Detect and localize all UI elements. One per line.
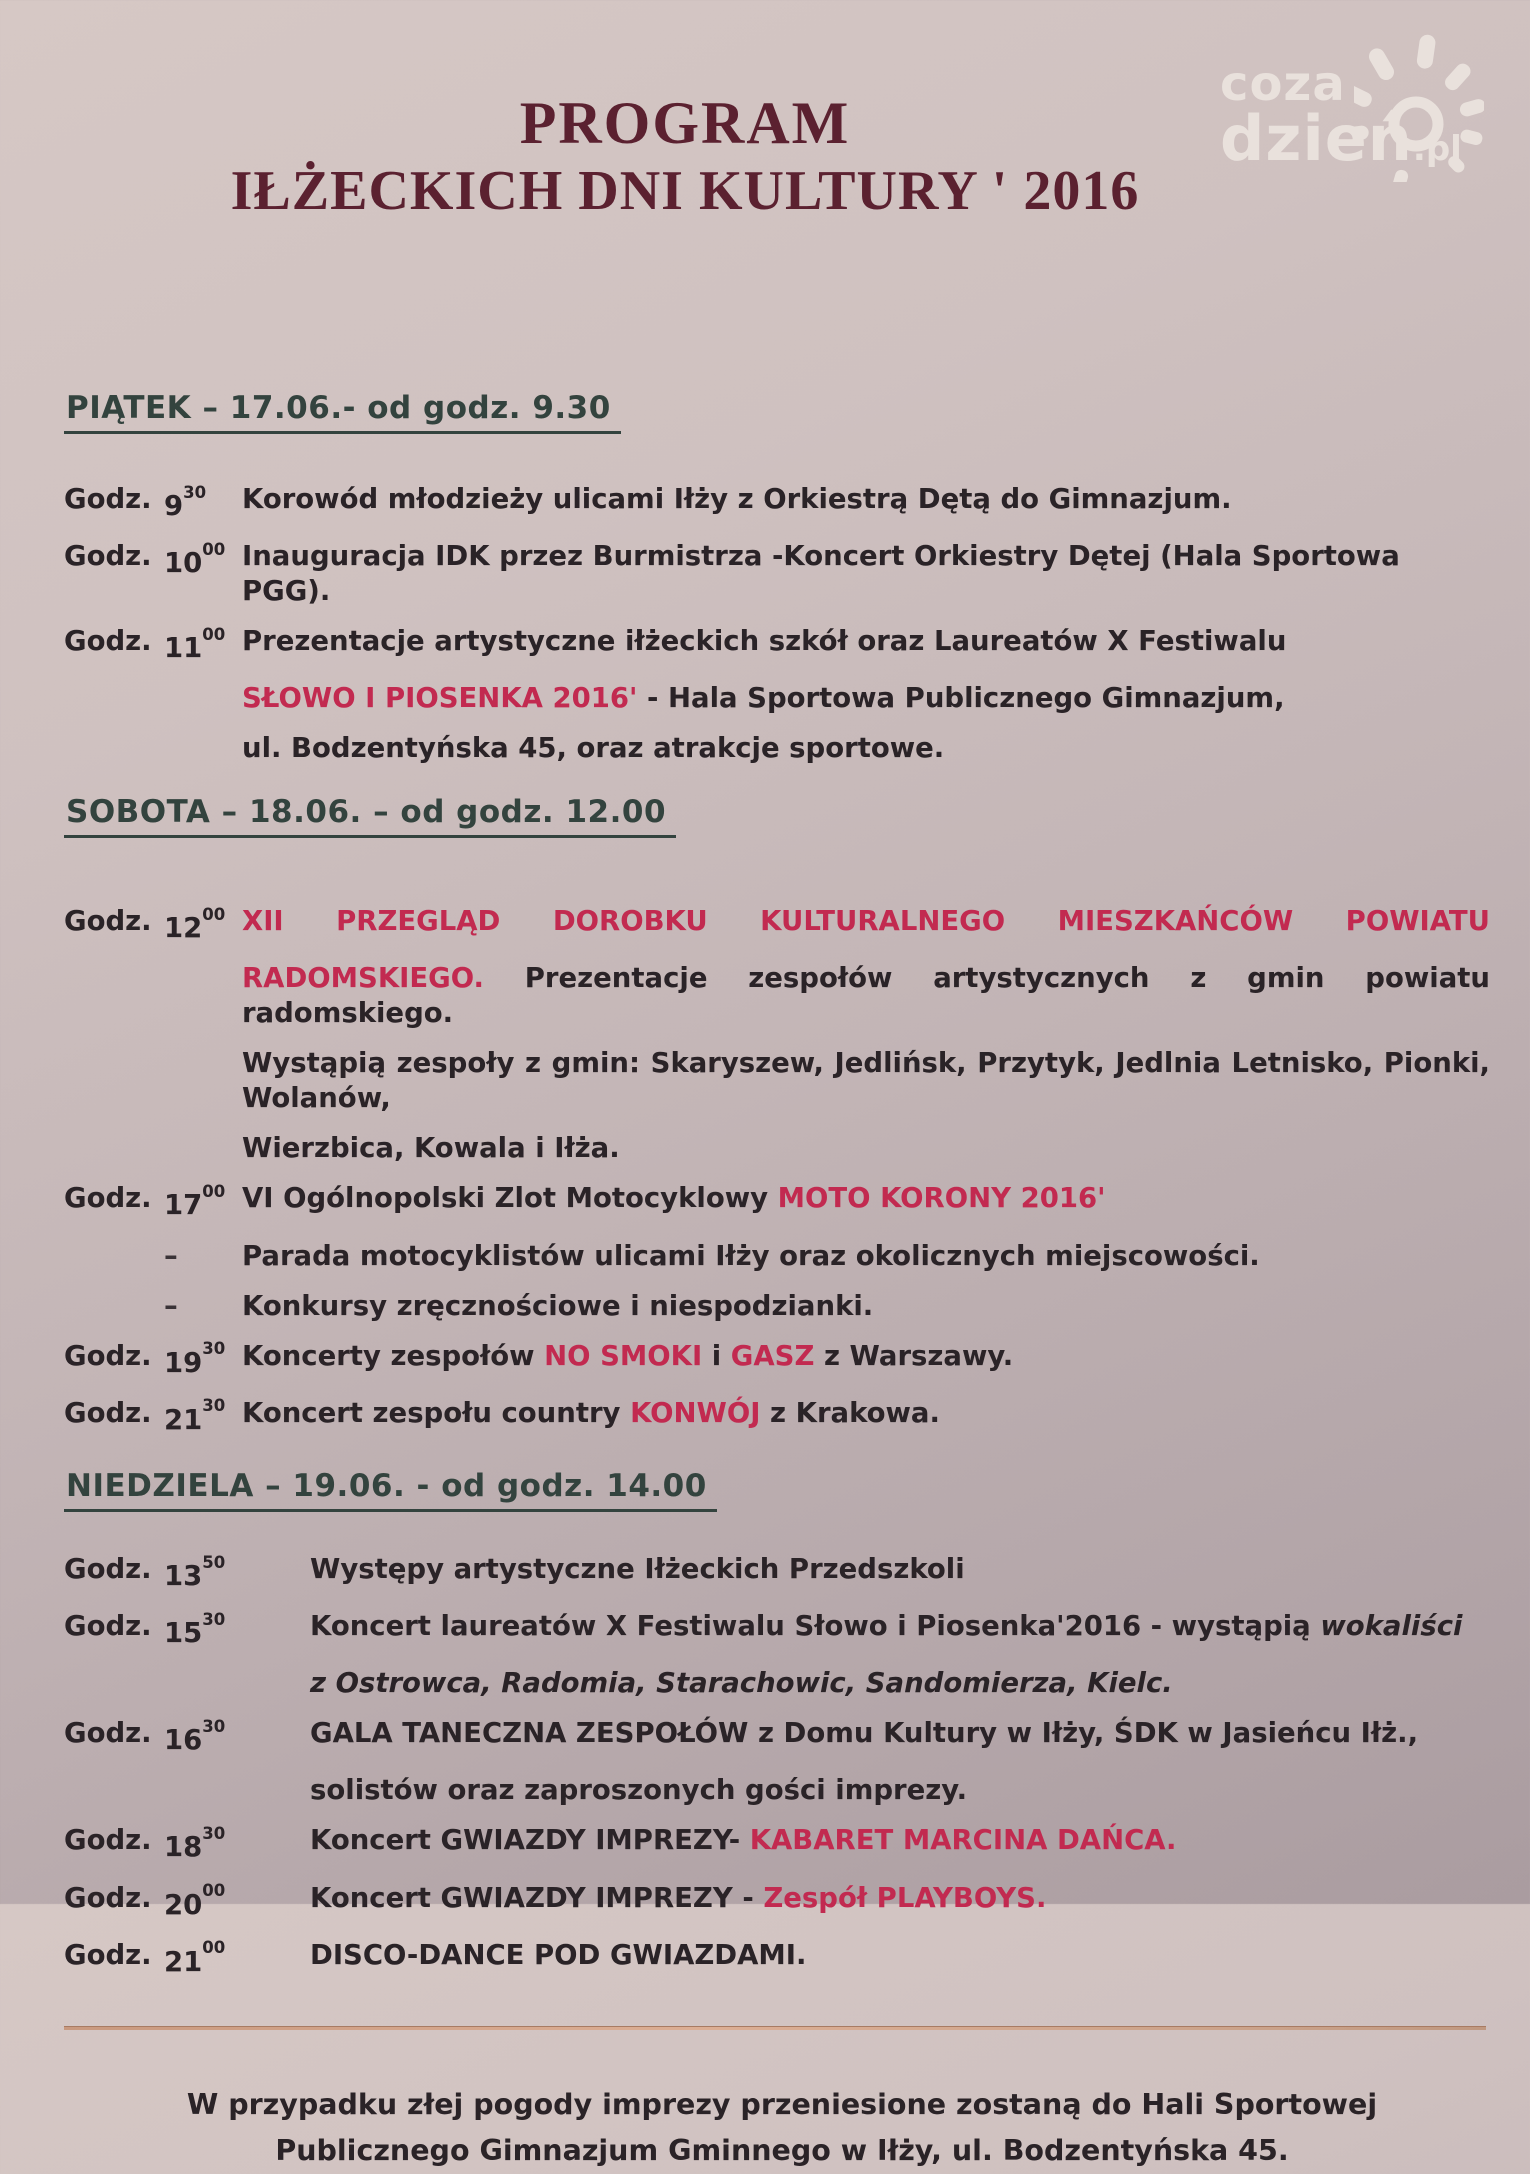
text-segment-red: SŁOWO I PIOSENKA 2016' <box>242 682 638 715</box>
schedule-row <box>64 1239 1500 1274</box>
schedule-row <box>64 731 1500 766</box>
schedule-row <box>64 904 1500 946</box>
text-segment-plain: Prezentacje artystyczne iłżeckich szkół oraz Laureatów X Festiwalu <box>242 625 1287 658</box>
time-prefix: Godz. <box>64 540 152 573</box>
text-segment-red: KABARET MARCINA DAŃCA. <box>749 1824 1177 1857</box>
row-text <box>310 1609 1500 1651</box>
text-segment-red: Zespół PLAYBOYS. <box>763 1881 1047 1914</box>
row-text <box>242 1289 1500 1324</box>
text-segment-red: XII PRZEGLĄD DOROBKU KULTURALNEGO MIESZKAŃCÓW POWIATU <box>242 905 1490 938</box>
time-prefix: Godz. <box>64 1339 152 1372</box>
row-text <box>242 904 1500 946</box>
time-value <box>164 1046 242 1116</box>
text-segment-plain: Koncerty zespołów <box>242 1339 545 1372</box>
text-segment-plain: Wystąpią zespoły z gmin: Skaryszew, Jedlińsk, Przytyk, Jedlnia Letnisko, Pionki, Wolanów, <box>242 1047 1490 1115</box>
text-segment-red: MOTO KORONY 2016' <box>777 1182 1106 1215</box>
text-segment-plain: Parada motocyklistów ulicami Iłży oraz okolicznych miejscowości. <box>242 1239 1260 1272</box>
row-text <box>242 1181 1500 1223</box>
footer-divider-line <box>64 2026 1486 2030</box>
text-segment-plain: - Hala Sportowa Publicznego Gimnazjum, <box>637 682 1285 715</box>
time-value <box>164 1666 310 1701</box>
schedule-row <box>64 1881 1500 1923</box>
time-value <box>164 961 242 1031</box>
time-value <box>164 731 242 766</box>
footer-line2: Publicznego Gimnazjum Gminnego w Iłży, ul. Bodzentyńska 45. <box>275 2133 1289 2167</box>
time-prefix <box>64 1239 164 1274</box>
time-value: $20^{00}$ <box>164 1881 226 1921</box>
footer-note <box>64 2082 1500 2174</box>
schedule-row <box>64 961 1500 1031</box>
time-value: $9^{30}$ <box>164 482 207 523</box>
text-segment-red: KONWÓJ <box>630 1396 761 1429</box>
text-segment-plain: VI Ogólnopolski Zlot Motocyklowy <box>242 1182 778 1215</box>
row-text <box>310 1773 1500 1808</box>
time-value: $21^{00}$ <box>164 1938 226 1978</box>
schedule-row <box>64 1716 1500 1758</box>
time-prefix: Godz. <box>64 483 152 515</box>
schedule-row <box>64 1938 1500 1980</box>
section-heading <box>64 794 1500 838</box>
time-prefix <box>64 1289 164 1324</box>
schedule-row <box>64 1773 1500 1808</box>
text-segment-italic: wokaliści <box>1320 1610 1463 1643</box>
row-text <box>242 1339 1500 1381</box>
text-segment-plain: Prezentacje zespołów artystycznych z gmin powiatu radomskiego. <box>242 962 1490 1030</box>
text-segment-plain: GALA TANECZNA ZESPOŁÓW z Domu Kultury w Iłży, ŚDK w Jasieńcu Iłż., <box>310 1717 1419 1750</box>
text-segment-plain: Koncert GWIAZDY IMPREZY - <box>310 1881 764 1914</box>
time-value: $13^{50}$ <box>164 1552 226 1593</box>
row-text <box>310 1881 1500 1923</box>
schedule-row <box>64 1609 1500 1651</box>
time-prefix <box>64 1131 164 1166</box>
text-segment-red: RADOMSKIEGO. <box>242 962 484 995</box>
row-text <box>242 681 1500 716</box>
bullet-dash: – <box>164 1289 178 1322</box>
row-text <box>310 1823 1500 1865</box>
schedule-row <box>64 1046 1500 1116</box>
text-segment-red: NO SMOKI <box>544 1339 703 1372</box>
logo-text-bottom: dzień.pl <box>1220 102 1462 175</box>
time-value: $11^{00}$ <box>164 624 226 665</box>
time-prefix: Godz. <box>64 1552 152 1585</box>
time-prefix: Godz. <box>64 1182 152 1215</box>
time-prefix <box>64 1666 164 1701</box>
row-text <box>242 1131 1500 1166</box>
schedule-row <box>64 1289 1500 1324</box>
schedule-row <box>64 1823 1500 1865</box>
row-text <box>242 731 1500 766</box>
time-value: $21^{30}$ <box>164 1396 226 1436</box>
text-segment-plain: Inauguracja IDK przez Burmistrza -Koncert Orkiestry Dętej (Hala Sportowa PGG). <box>242 540 1400 608</box>
time-prefix <box>64 961 164 1031</box>
row-text <box>242 624 1500 666</box>
time-value: $18^{30}$ <box>164 1823 226 1864</box>
schedule-row <box>64 482 1500 524</box>
section-heading-text: SOBOTA – 18.06. – od godz. 12.00 <box>64 794 676 838</box>
schedule-row <box>64 681 1500 716</box>
text-segment-plain: ul. Bodzentyńska 45, oraz atrakcje sportowe. <box>242 732 945 765</box>
time-value: $12^{00}$ <box>164 904 226 945</box>
bullet-dash: – <box>164 1239 178 1272</box>
text-segment-plain: Korowód młodzieży ulicami Iłży z Orkiestrą Dętą do Gimnazjum. <box>242 483 1232 515</box>
time-value: $17^{00}$ <box>164 1182 226 1222</box>
time-value <box>164 1131 242 1166</box>
row-text <box>310 1552 1500 1594</box>
row-text <box>310 1716 1500 1758</box>
time-prefix <box>64 1046 164 1116</box>
row-text <box>242 1396 1500 1438</box>
text-segment-italic: z Ostrowca, Radomia, Starachowic, Sandomierza, Kielc. <box>310 1667 1173 1700</box>
text-segment-plain: solistów oraz zaproszonych gości imprezy. <box>310 1774 968 1807</box>
text-segment-plain: z Warszawy. <box>814 1339 1014 1372</box>
schedule <box>64 390 1500 1980</box>
row-text <box>242 482 1500 524</box>
text-segment-plain: i <box>702 1339 731 1372</box>
time-prefix: Godz. <box>64 1824 152 1857</box>
section-heading <box>64 390 1500 434</box>
cozadzien-watermark-logo <box>1220 38 1490 198</box>
time-value: $19^{30}$ <box>164 1339 226 1379</box>
schedule-row <box>64 1552 1500 1594</box>
day-section-1 <box>64 390 1500 766</box>
footer-line1: W przypadku złej pogody imprezy przeniesione zostaną do Hali Sportowej <box>186 2087 1378 2121</box>
section-heading-text: NIEDZIELA – 19.06. - od godz. 14.00 <box>64 1468 717 1512</box>
logo-domain-suffix: .pl <box>1412 129 1462 169</box>
text-segment-plain: Koncert GWIAZDY IMPREZY- <box>310 1824 750 1857</box>
text-segment-plain: Koncert zespołu country <box>242 1396 631 1429</box>
time-prefix <box>64 681 164 716</box>
row-text <box>242 961 1500 1031</box>
title-line2: IŁŻECKICH DNI KULTURY ' 2016 <box>230 160 1140 222</box>
text-segment-plain: Koncert laureatów X Festiwalu Słowo i Piosenka'2016 - wystąpią <box>310 1610 1321 1643</box>
text-segment-plain: Występy artystyczne Iłżeckich Przedszkoli <box>310 1552 965 1585</box>
row-text <box>310 1938 1500 1980</box>
time-value: $16^{30}$ <box>164 1716 226 1757</box>
schedule-row <box>64 1339 1500 1381</box>
text-segment-plain: Wierzbica, Kowala i Iłża. <box>242 1132 620 1165</box>
schedule-row <box>64 624 1500 666</box>
poster-title <box>100 88 1270 224</box>
text-segment-plain: z Krakowa. <box>760 1396 940 1429</box>
time-prefix: Godz. <box>64 1938 152 1971</box>
time-prefix: Godz. <box>64 625 152 658</box>
time-value: $10^{00}$ <box>164 539 226 580</box>
row-text <box>242 1046 1500 1116</box>
text-segment-plain: Konkursy zręcznościowe i niespodzianki. <box>242 1289 874 1322</box>
schedule-row <box>64 1131 1500 1166</box>
time-prefix <box>64 731 164 766</box>
time-prefix: Godz. <box>64 1610 152 1643</box>
day-section-2 <box>64 794 1500 1438</box>
time-value <box>164 681 242 716</box>
row-text <box>310 1666 1500 1701</box>
text-segment-red: GASZ <box>730 1339 815 1372</box>
day-section-3 <box>64 1468 1500 1980</box>
section-heading <box>64 1468 1500 1512</box>
time-value <box>164 1773 310 1808</box>
time-prefix: Godz. <box>64 1881 152 1914</box>
schedule-row <box>64 1666 1500 1701</box>
section-heading-text: PIĄTEK – 17.06.- od godz. 9.30 <box>64 390 621 434</box>
schedule-row <box>64 1181 1500 1223</box>
title-line1: PROGRAM <box>519 90 851 156</box>
schedule-row <box>64 539 1500 609</box>
time-prefix: Godz. <box>64 905 152 938</box>
row-text <box>242 539 1500 609</box>
time-prefix: Godz. <box>64 1396 152 1429</box>
time-value: $15^{30}$ <box>164 1609 226 1650</box>
time-prefix: Godz. <box>64 1717 152 1750</box>
time-prefix <box>64 1773 164 1808</box>
logo-text-top: coza <box>1220 56 1346 112</box>
row-text <box>242 1239 1500 1274</box>
schedule-row <box>64 1396 1500 1438</box>
text-segment-plain: DISCO-DANCE POD GWIAZDAMI. <box>310 1938 807 1971</box>
